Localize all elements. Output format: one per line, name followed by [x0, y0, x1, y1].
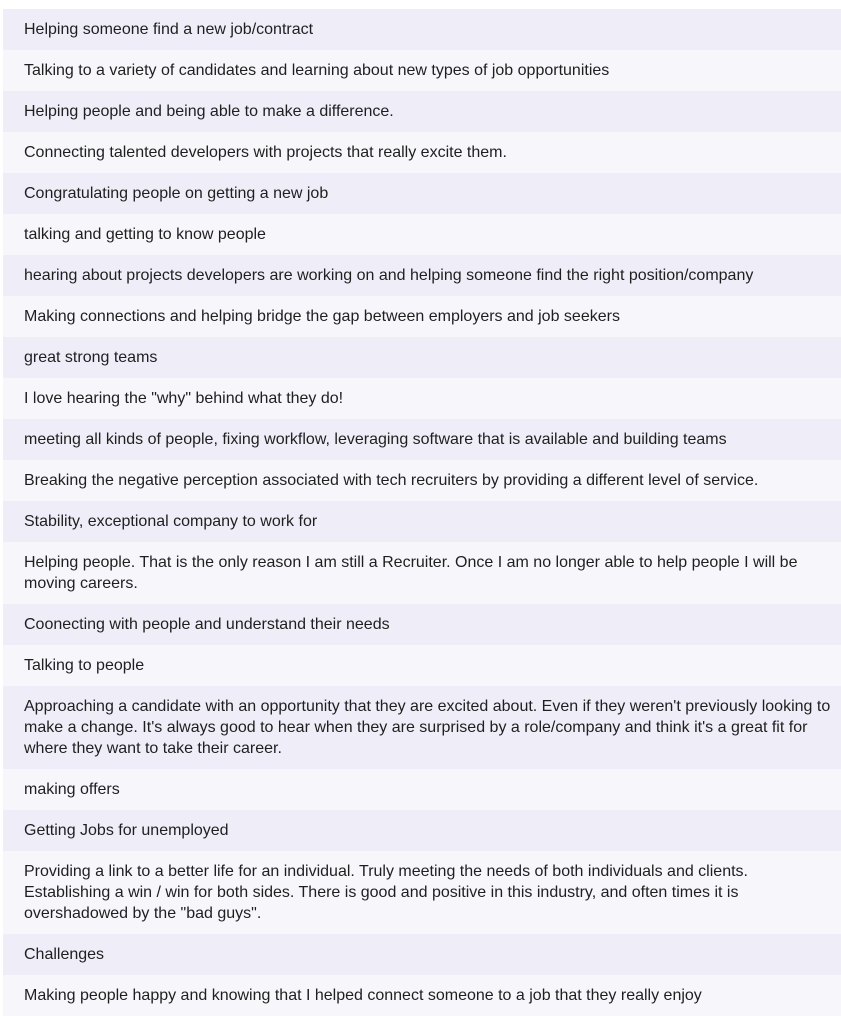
- response-row: Coonecting with people and understand their needs: [3, 604, 841, 645]
- response-row: Talking to a variety of candidates and learning about new types of job opportunities: [3, 50, 841, 91]
- response-row: Congratulating people on getting a new job: [3, 173, 841, 214]
- response-row: Breaking the negative perception associated with tech recruiters by providing a different level of service.: [3, 460, 841, 501]
- response-row: Connecting talented developers with projects that really excite them.: [3, 132, 841, 173]
- response-row: meeting all kinds of people, fixing workflow, leveraging software that is available and building teams: [3, 419, 841, 460]
- response-row: Challenges: [3, 934, 841, 975]
- response-row: Making connections and helping bridge the gap between employers and job seekers: [3, 296, 841, 337]
- response-row: I love hearing the "why" behind what they do!: [3, 378, 841, 419]
- response-row: hearing about projects developers are working on and helping someone find the right position/company: [3, 255, 841, 296]
- response-row: Making people happy and knowing that I helped connect someone to a job that they really enjoy: [3, 975, 841, 1016]
- response-row: Talking to people: [3, 645, 841, 686]
- response-list: [3, 9, 841, 1016]
- response-row: Helping someone find a new job/contract: [3, 9, 841, 50]
- response-row: Getting Jobs for unemployed: [3, 810, 841, 851]
- response-row: Helping people. That is the only reason I am still a Recruiter. Once I am no longer able to help people I will be moving careers.: [3, 542, 841, 604]
- response-row: Approaching a candidate with an opportunity that they are excited about. Even if they weren't previously looking to make a change. It's always good to hear when they are surprised by a role/company and think it's a great fit for where they want to take their career.: [3, 686, 841, 769]
- response-row: Helping people and being able to make a difference.: [3, 91, 841, 132]
- response-row: Stability, exceptional company to work for: [3, 501, 841, 542]
- response-row: Providing a link to a better life for an individual. Truly meeting the needs of both individuals and clients. Establishing a win / win for both sides. There is good and positive in this industry, and often times it is overshadowed by the "bad guys".: [3, 851, 841, 934]
- response-row: talking and getting to know people: [3, 214, 841, 255]
- response-row: great strong teams: [3, 337, 841, 378]
- response-row: making offers: [3, 769, 841, 810]
